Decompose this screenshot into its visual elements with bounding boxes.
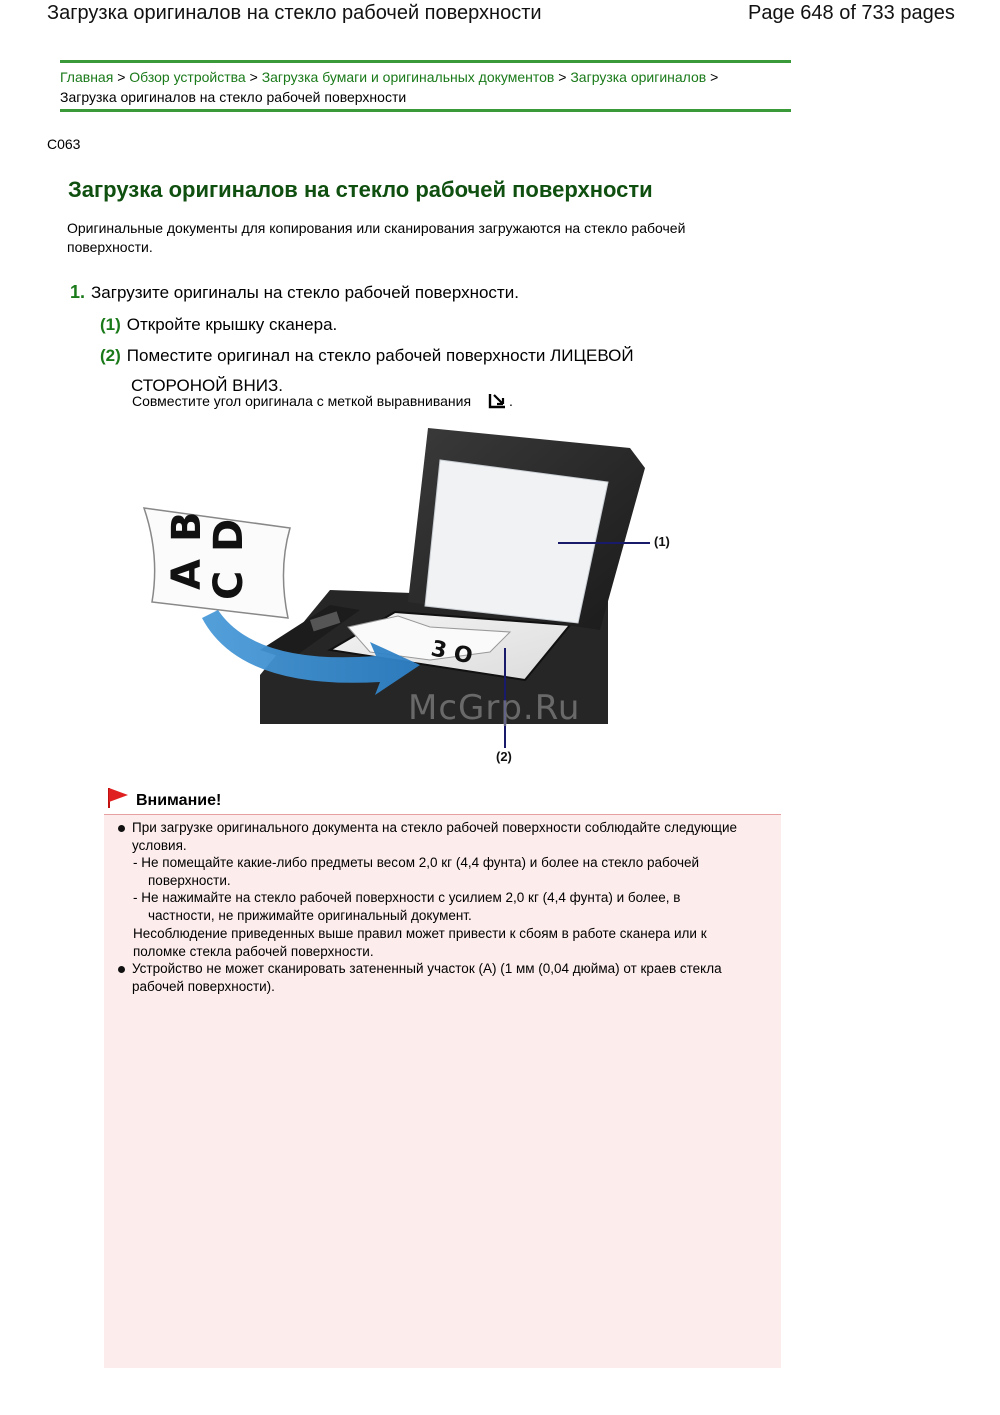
alignment-note-end: . bbox=[508, 393, 513, 409]
warning-item-1 bbox=[132, 819, 772, 854]
breadcrumb-link-overview[interactable]: Обзор устройства bbox=[129, 69, 246, 85]
step-text: Загрузите оригиналы на стекло рабочей поверхности. bbox=[91, 283, 519, 302]
watermark: McGrp.Ru bbox=[408, 688, 581, 728]
paper-letter-b: B bbox=[164, 511, 210, 542]
scanned-letters: 3 O bbox=[428, 636, 475, 670]
warning-line: рабочей поверхности). bbox=[132, 978, 275, 994]
breadcrumb-link-paper-loading[interactable]: Загрузка бумаги и оригинальных документов bbox=[261, 69, 555, 85]
substep-1 bbox=[100, 315, 337, 335]
substep-number: (2) bbox=[100, 346, 121, 365]
bullet-icon bbox=[118, 825, 125, 832]
page-header-pagination: Page 648 of 733 pages bbox=[748, 2, 955, 24]
paper-letter-a: A bbox=[164, 559, 210, 590]
warning-title: Внимание! bbox=[136, 792, 222, 809]
warning-line: условия. bbox=[132, 837, 187, 853]
warning-line: При загрузке оригинального документа на стекло рабочей поверхности соблюдайте следующие bbox=[132, 820, 738, 835]
page-title: Загрузка оригиналов на стекло рабочей поверхности bbox=[68, 177, 653, 202]
paper-letter-c: C bbox=[206, 570, 252, 600]
step-number: 1. bbox=[70, 282, 86, 302]
warning-item-2 bbox=[132, 960, 772, 995]
breadcrumb-current: Загрузка оригиналов на стекло рабочей поверхности bbox=[60, 89, 407, 105]
warning-line: поверхности. bbox=[148, 872, 231, 888]
warning-line: - Не нажимайте на стекло рабочей поверхности с усилием 2,0 кг (4,4 фунта) и более, в bbox=[133, 890, 681, 905]
paper-letter-d: D bbox=[206, 518, 252, 552]
breadcrumb-separator: > bbox=[249, 69, 258, 85]
alignment-note bbox=[132, 392, 513, 410]
warning-line: поломке стекла рабочей поверхности. bbox=[133, 943, 374, 959]
bullet-icon bbox=[118, 966, 125, 973]
alignment-note-text: Совместите угол оригинала с меткой выравнивания bbox=[132, 393, 472, 409]
callout-1: (1) bbox=[654, 534, 670, 549]
substep-2 bbox=[100, 346, 634, 366]
warning-subitem-1 bbox=[133, 854, 773, 889]
callout-2: (2) bbox=[496, 749, 512, 764]
top-rule bbox=[60, 60, 791, 63]
lid-white-pad bbox=[425, 460, 608, 623]
breadcrumb-link-originals[interactable]: Загрузка оригиналов bbox=[570, 69, 707, 85]
warning-flag-icon bbox=[106, 786, 130, 810]
warning-line: частности, не прижимайте оригинальный документ. bbox=[148, 907, 472, 923]
page-header-title: Загрузка оригиналов на стекло рабочей поверхности bbox=[47, 2, 542, 24]
warning-line: - Не помещайте какие-либо предметы весом 2,0 кг (4,4 фунта) и более на стекло рабочей bbox=[133, 855, 700, 870]
step-1 bbox=[70, 282, 519, 303]
substep-text: Откройте крышку сканера. bbox=[126, 315, 338, 334]
bottom-rule bbox=[60, 109, 791, 112]
breadcrumb-separator: > bbox=[558, 69, 567, 85]
intro-line: Оригинальные документы для копирования или сканирования загружаются на стекло рабочей bbox=[67, 220, 686, 236]
intro-line: поверхности. bbox=[67, 239, 153, 255]
warning-line: Несоблюдение приведенных выше правил может привести к сбоям в работе сканера или к bbox=[133, 926, 707, 941]
intro-text bbox=[67, 219, 747, 257]
warning-paragraph bbox=[133, 925, 773, 960]
doc-code: C063 bbox=[47, 136, 81, 152]
alignment-mark-icon bbox=[487, 392, 509, 410]
breadcrumb-separator: > bbox=[117, 69, 126, 85]
substep-text: Поместите оригинал на стекло рабочей поверхности ЛИЦЕВОЙ bbox=[126, 346, 634, 365]
warning-subitem-2 bbox=[133, 889, 773, 924]
warning-line: Устройство не может сканировать затененный участок (A) (1 мм (0,04 дюйма) от краев стекла bbox=[132, 961, 722, 976]
breadcrumb-separator: > bbox=[710, 69, 719, 85]
breadcrumb bbox=[60, 67, 785, 107]
substep-2-continuation: СТОРОНОЙ ВНИЗ. bbox=[131, 376, 284, 395]
breadcrumb-link-home[interactable]: Главная bbox=[60, 69, 114, 85]
substep-number: (1) bbox=[100, 315, 121, 334]
